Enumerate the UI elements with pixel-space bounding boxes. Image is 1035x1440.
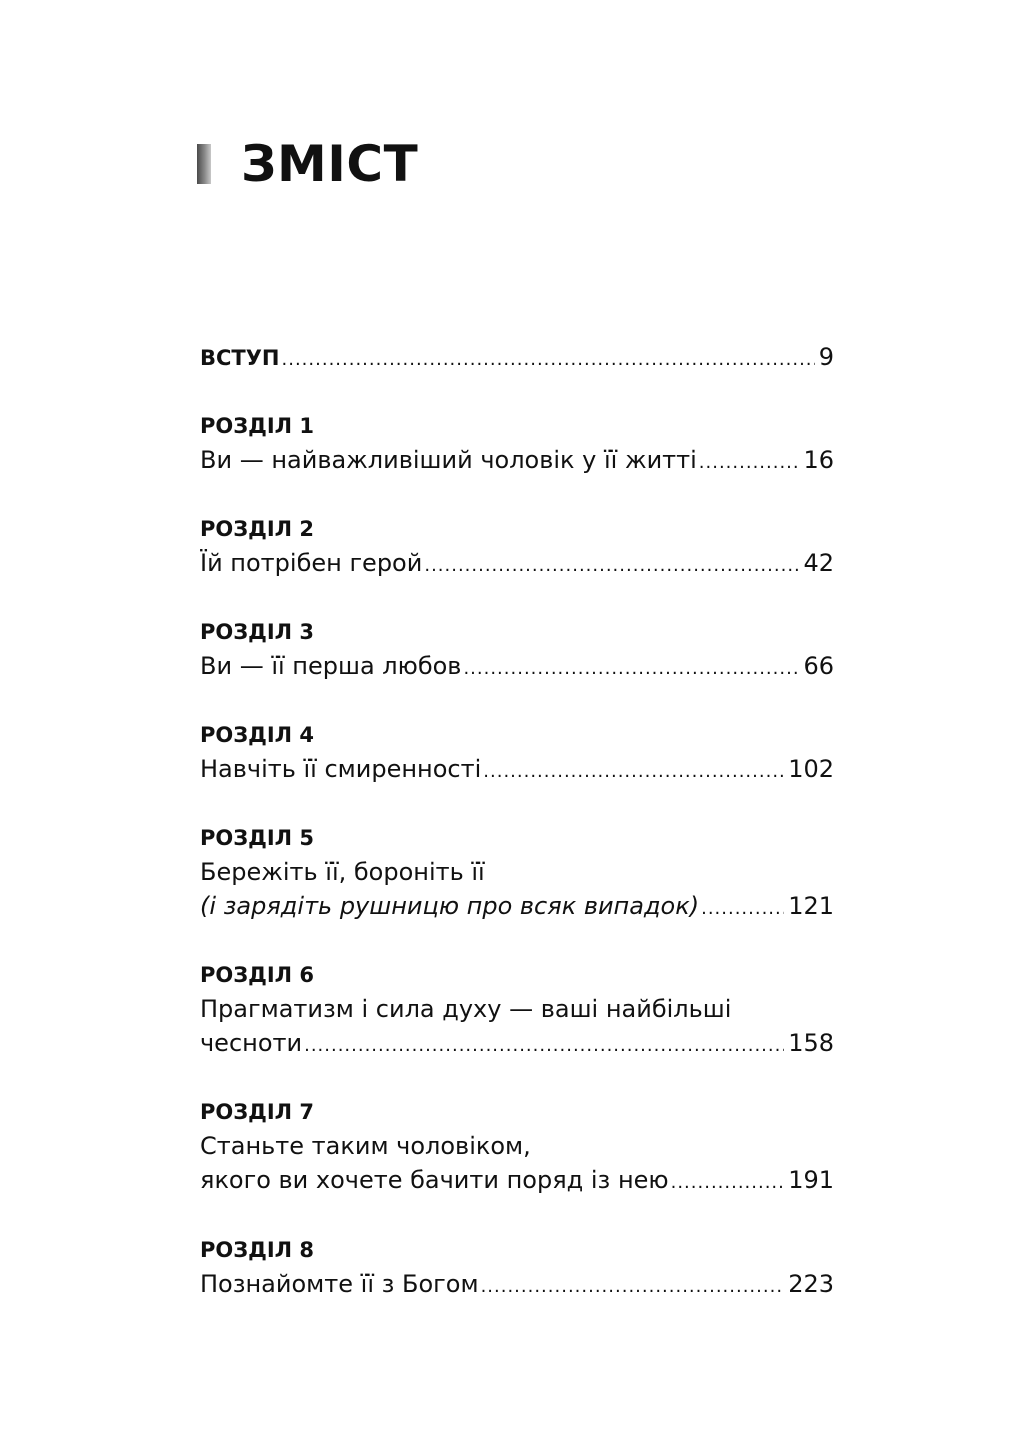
chapter-title: Навчіть її смиренності — [200, 755, 482, 783]
dot-leader — [699, 446, 800, 480]
toc-line — [200, 889, 834, 923]
chapter-title: Познайомте її з Богом — [200, 1270, 479, 1298]
toc-page-number: 223 — [788, 1270, 834, 1298]
heading-accent-bar — [197, 144, 211, 184]
toc-entry-title: ВСТУП — [200, 346, 280, 370]
dot-leader — [282, 343, 815, 377]
toc-entry-chapter-7[interactable] — [200, 1095, 834, 1197]
toc-page-number: 66 — [803, 652, 834, 680]
chapter-title: Ви — найважливіший чоловік у її житті — [200, 446, 697, 474]
toc-page-number: 16 — [803, 446, 834, 474]
toc-line — [200, 1026, 834, 1060]
toc-page-number: 9 — [818, 343, 834, 371]
dot-leader — [463, 652, 799, 686]
toc-entry-chapter-1[interactable] — [200, 409, 834, 477]
chapter-label: РОЗДІЛ 1 — [200, 414, 315, 438]
toc-entry-chapter-3[interactable] — [200, 615, 834, 683]
toc-entry-chapter-2[interactable] — [200, 512, 834, 580]
chapter-label: РОЗДІЛ 7 — [200, 1100, 315, 1124]
chapter-label: РОЗДІЛ 8 — [200, 1238, 315, 1262]
toc-page-number: 191 — [788, 1166, 834, 1194]
chapter-subtitle: (і зарядіть рушницю про всяк випадок) — [200, 892, 700, 920]
dot-leader — [304, 1029, 784, 1063]
chapter-label: РОЗДІЛ 5 — [200, 826, 315, 850]
toc-line — [200, 1163, 834, 1197]
chapter-label: РОЗДІЛ 6 — [200, 963, 315, 987]
chapter-label: РОЗДІЛ 4 — [200, 723, 315, 747]
toc-line — [200, 340, 834, 374]
toc-line — [200, 649, 834, 683]
chapter-title: Прагматизм і сила духу — ваші найбільші — [200, 995, 732, 1023]
page-title: ЗМІСТ — [241, 135, 419, 193]
toc-line — [200, 752, 834, 786]
toc-line — [200, 1129, 834, 1163]
chapter-title: Станьте таким чоловіком, — [200, 1132, 531, 1160]
toc-page-number: 121 — [788, 892, 834, 920]
toc-line — [200, 443, 834, 477]
dot-leader — [701, 892, 784, 926]
dot-leader — [483, 755, 784, 789]
toc-line — [200, 855, 834, 889]
toc-page-number: 102 — [788, 755, 834, 783]
chapter-label: РОЗДІЛ 2 — [200, 517, 315, 541]
chapter-title-continued: якого ви хочете бачити поряд із нею — [200, 1166, 669, 1194]
toc-page-number: 158 — [788, 1029, 834, 1057]
toc-entry-chapter-8[interactable] — [200, 1233, 834, 1301]
contents-heading — [197, 135, 419, 193]
toc-line — [200, 992, 834, 1026]
toc-entry-chapter-6[interactable] — [200, 958, 834, 1060]
chapter-title: Ви — її перша любов — [200, 652, 462, 680]
toc-page-number: 42 — [803, 549, 834, 577]
dot-leader — [671, 1166, 785, 1200]
toc-entry-intro[interactable] — [200, 340, 834, 374]
chapter-title: Бережіть її, бороніть її — [200, 858, 485, 886]
dot-leader — [481, 1270, 785, 1304]
toc-line — [200, 1267, 834, 1301]
chapter-label: РОЗДІЛ 3 — [200, 620, 315, 644]
toc-entry-chapter-5[interactable] — [200, 821, 834, 923]
chapter-title: Їй потрібен герой — [200, 549, 423, 577]
dot-leader — [424, 549, 799, 583]
toc-line — [200, 546, 834, 580]
toc-entry-chapter-4[interactable] — [200, 718, 834, 786]
chapter-title-continued: чесноти — [200, 1029, 303, 1057]
